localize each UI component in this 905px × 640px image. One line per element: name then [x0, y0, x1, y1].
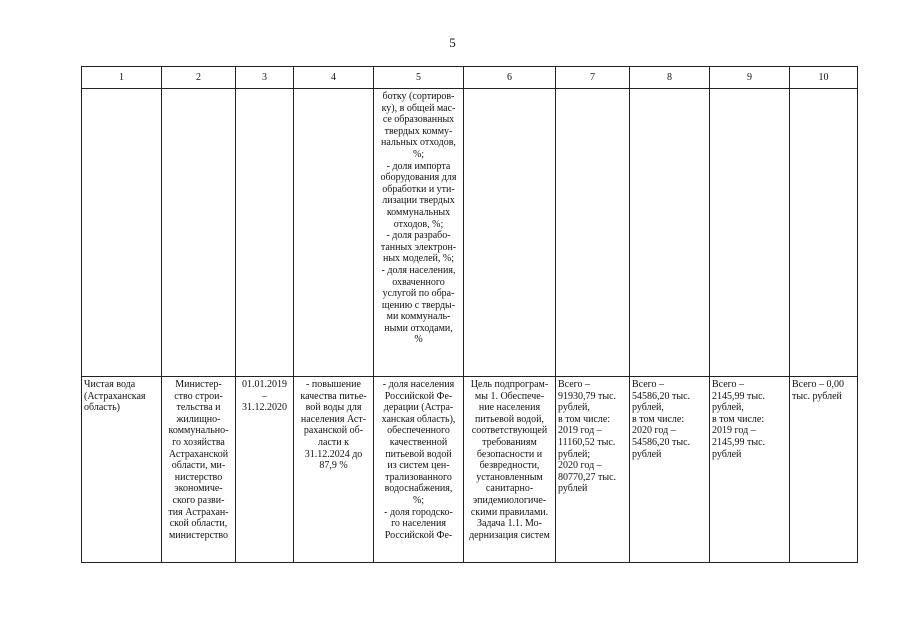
table-row: [82, 89, 858, 377]
column-header-7: 7: [556, 67, 630, 89]
table-cell: [236, 89, 294, 377]
column-header-3: 3: [236, 67, 294, 89]
column-header-2: 2: [162, 67, 236, 89]
table-cell: [294, 89, 374, 377]
period-cell: 01.01.2019 – 31.12.2020: [236, 377, 294, 563]
column-header-1: 1: [82, 67, 162, 89]
project-name-cell: Чистая вода (Астраханская область): [82, 377, 162, 563]
column-header-4: 4: [294, 67, 374, 89]
column-header-10: 10: [790, 67, 858, 89]
indicators-cell: - доля населения Российской Фе- дерации (Астра- ханская область), обеспеченного качественной питьевой водой из систем цен- трализованного водоснабжения, %; - доля городско- го населения Российской Фе-: [374, 377, 464, 563]
column-header-5: 5: [374, 67, 464, 89]
other-funding-cell: Всего – 0,00 тыс. рублей: [790, 377, 858, 563]
responsible-org-cell: Министер- ство строи- тельства и жилищно- коммунально- го хозяйства Астраханской области, ми- нистерство экономиче- ского разви- тия Астрахан- ской области, министерство: [162, 377, 236, 563]
column-header-6: 6: [464, 67, 556, 89]
page-number: 5: [449, 35, 456, 50]
regional-funding-cell: Всего – 2145,99 тыс. рублей, в том числе: 2019 год – 2145,99 тыс. рублей: [710, 377, 790, 563]
program-table: [81, 66, 858, 563]
column-header-9: 9: [710, 67, 790, 89]
indicators-continued-cell: ботку (сортиров- ку), в общей мас- се образованных твердых комму- нальных отходов, %; - доля импорта оборудования для обработки и ути- лизации твердых коммунальных отходов, %; - доля разрабо- танных электрон- ных моделей, %; - доля населения, охваченного услугой по обра- щению с тверды- ми коммуналь- ными отходами, %: [374, 89, 464, 377]
column-header-8: 8: [630, 67, 710, 89]
table-cell: [556, 89, 630, 377]
subprogram-goal-cell: Цель подпрограм- мы 1. Обеспече- ние населения питьевой водой, соответствующей требованиям безопасности и безвредности, установленным санитарно- эпидемиологиче- скими правилами. Задача 1.1. Мо- дернизация систем: [464, 377, 556, 563]
table-cell: [464, 89, 556, 377]
table-cell: [630, 89, 710, 377]
table-row: [82, 377, 858, 563]
table-cell: [710, 89, 790, 377]
table-cell: [162, 89, 236, 377]
table-cell: [790, 89, 858, 377]
federal-funding-cell: Всего – 54586,20 тыс. рублей, в том числе: 2020 год – 54586,20 тыс. рублей: [630, 377, 710, 563]
table-cell: [82, 89, 162, 377]
funding-total-cell: Всего – 91930,79 тыс. рублей, в том числе: 2019 год – 11160,52 тыс. рублей; 2020 год – 80770,27 тыс. рублей: [556, 377, 630, 563]
goal-cell: - повышение качества питье- вой воды для населения Аст- раханской об- ласти к 31.12.2024 до 87,9 %: [294, 377, 374, 563]
header-row: [82, 67, 858, 89]
